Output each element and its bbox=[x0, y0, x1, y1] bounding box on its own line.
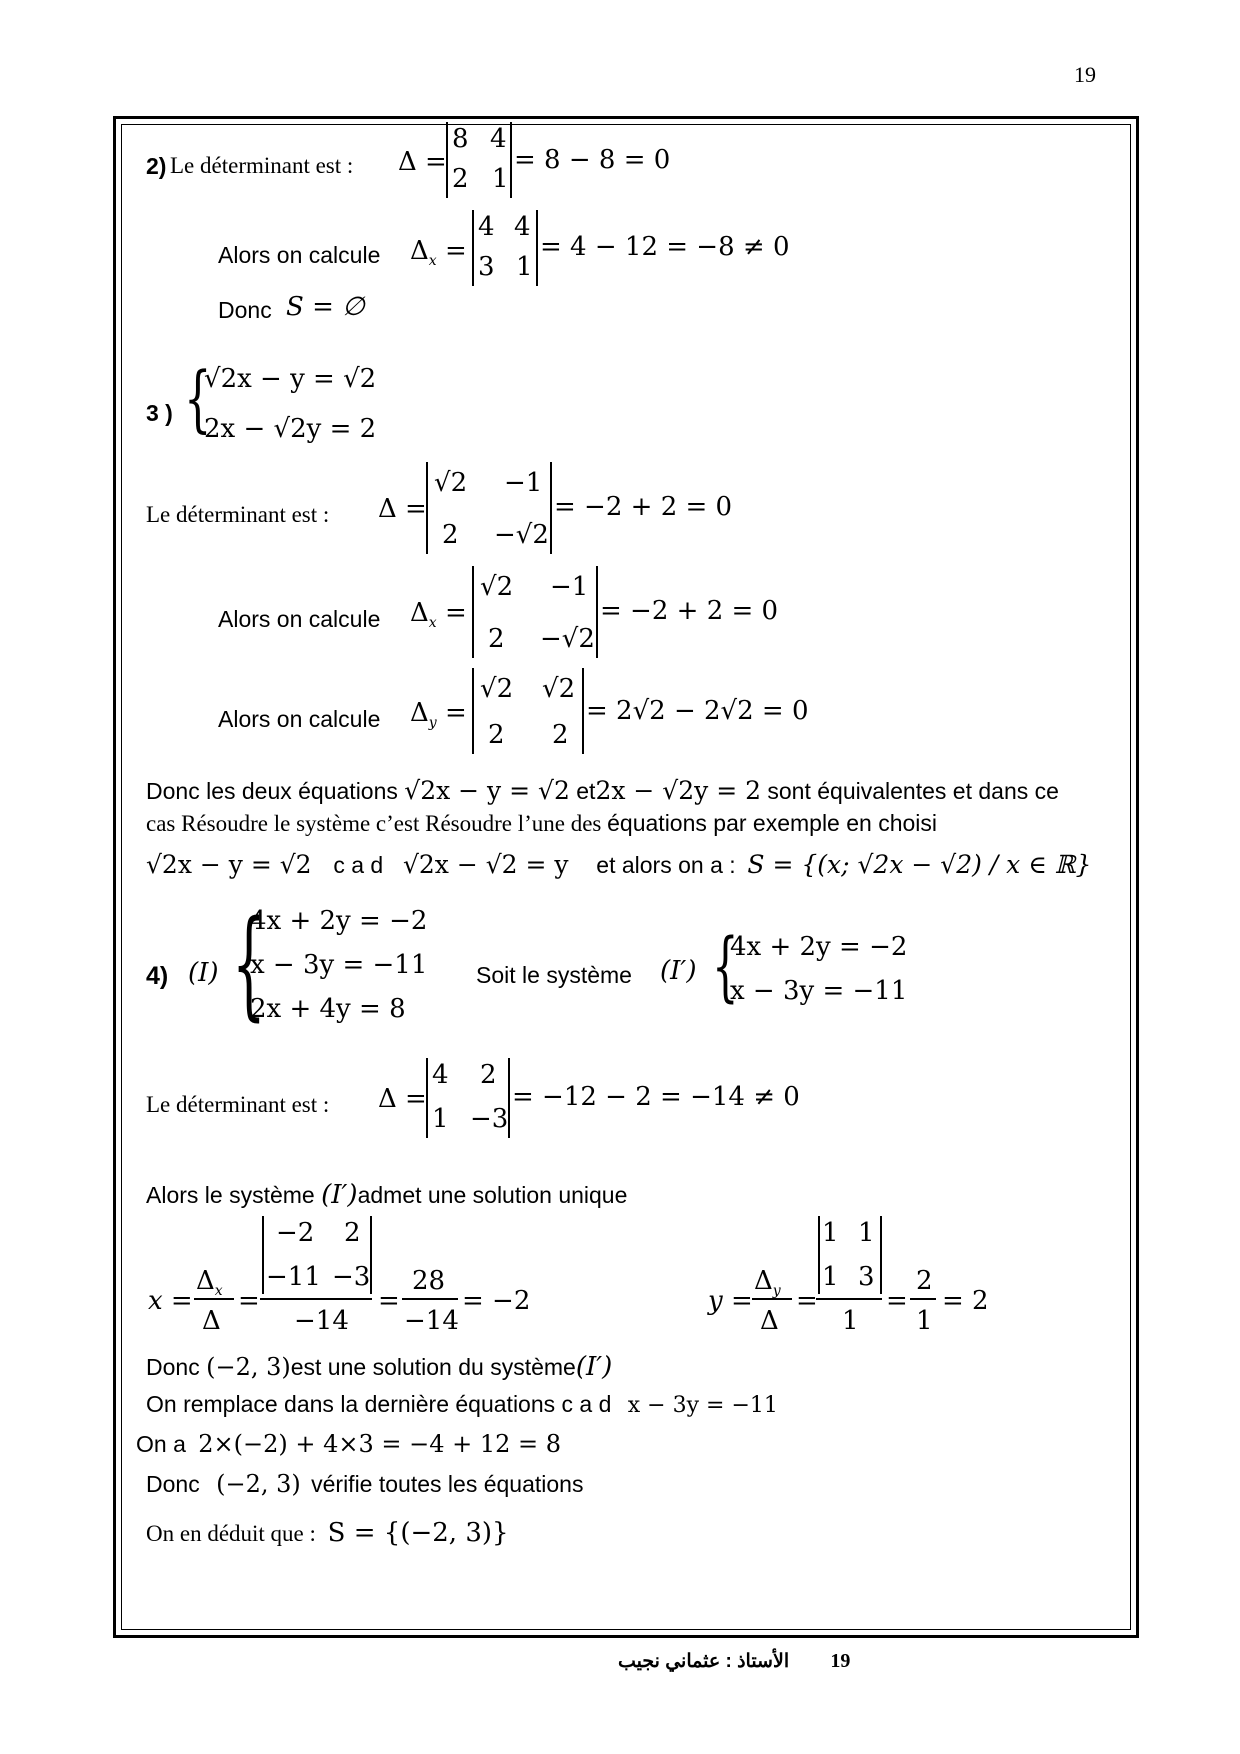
det-cell: 2 bbox=[488, 720, 505, 750]
check-line bbox=[136, 1430, 561, 1458]
solution-set: S = {(x; √2x − √2) / x ∈ ℝ} bbox=[747, 850, 1092, 879]
point: (−2, 3) bbox=[216, 1470, 301, 1498]
y-result: = 2 bbox=[942, 1286, 989, 1316]
text: vérifie toutes les équations bbox=[311, 1471, 584, 1497]
delta-y: $\Delta_y$ = bbox=[410, 698, 467, 732]
system-eq-2: 2x − √2y = 2 bbox=[204, 414, 377, 444]
calc-label-y: Alors on calcule bbox=[218, 706, 381, 732]
det-cell: −√2 bbox=[540, 624, 595, 654]
system2-eq-2: x − 3y = −11 bbox=[730, 976, 908, 1006]
detx-result: = 4 − 12 = −8 ≠ 0 bbox=[540, 232, 790, 262]
explanation-line bbox=[146, 810, 937, 837]
page-number: 19 bbox=[1074, 62, 1096, 87]
calc-label-x: Alors on calcule bbox=[218, 606, 381, 632]
text: On remplace dans la dernière équations c a d bbox=[146, 1391, 612, 1417]
text: Donc bbox=[146, 1354, 200, 1380]
det-cell: 1 bbox=[432, 1104, 449, 1134]
equals: = bbox=[378, 1286, 400, 1316]
det-result: = 8 − 8 = 0 bbox=[514, 145, 671, 175]
equals: = bbox=[886, 1286, 908, 1316]
text: cas Résoudre le système c’est Résoudre l’une des bbox=[146, 811, 602, 836]
delta-x-sub: x bbox=[214, 1283, 223, 1300]
delta-x-sub: x bbox=[428, 615, 437, 632]
det-cell: −2 bbox=[276, 1218, 315, 1248]
det-cell: 3 bbox=[478, 252, 495, 282]
calc-label: Alors on calcule bbox=[218, 242, 381, 268]
point: (−2, 3) bbox=[206, 1353, 291, 1381]
det-cell: 4 bbox=[514, 212, 531, 242]
det-cell: 2 bbox=[480, 1060, 497, 1090]
section-3-label: 3 ) bbox=[146, 400, 173, 426]
text: équations par exemple en choisi bbox=[607, 810, 938, 836]
det-cell: 2 bbox=[452, 164, 469, 194]
system-brace: { bbox=[184, 356, 212, 440]
system2-eq-1: 4x + 2y = −2 bbox=[730, 932, 908, 962]
det-result: = −12 − 2 = −14 ≠ 0 bbox=[512, 1082, 800, 1112]
det-label: Le déterminant est : bbox=[146, 502, 330, 527]
fraction-line bbox=[752, 1298, 792, 1300]
det-label: Le déterminant est : bbox=[146, 1092, 330, 1117]
det-cell: 4 bbox=[432, 1060, 449, 1090]
solution-line bbox=[146, 850, 1091, 879]
det-cell: 4 bbox=[478, 212, 495, 242]
x-result: = −2 bbox=[462, 1286, 531, 1316]
fraction-line bbox=[402, 1298, 458, 1300]
det-cell: 3 bbox=[858, 1262, 875, 1292]
solution: S = ∅ bbox=[286, 292, 365, 322]
text: sont équivalentes et dans ce bbox=[767, 778, 1059, 804]
soit-label: Soit le système bbox=[476, 962, 632, 988]
footer bbox=[618, 1650, 850, 1673]
solution-line bbox=[146, 1352, 612, 1382]
det-cell: √2 bbox=[434, 468, 468, 498]
delta-x bbox=[410, 236, 467, 269]
det-cell: 1 bbox=[516, 252, 533, 282]
conclusion-line bbox=[146, 1518, 509, 1548]
system2-brace: { bbox=[712, 921, 739, 1010]
text: Alors le système bbox=[146, 1182, 315, 1208]
det-cell: 4 bbox=[490, 124, 507, 154]
equation: 2x − √2y = 2 bbox=[595, 776, 761, 805]
x-den: Δ bbox=[202, 1306, 221, 1336]
footer-page: 19 bbox=[830, 1650, 851, 1672]
delta-y-symbol: Δ bbox=[410, 698, 429, 728]
system-name: (I) bbox=[188, 958, 219, 988]
x-lhs: x = bbox=[148, 1286, 193, 1316]
equivalence-line bbox=[146, 776, 1059, 805]
det-cell: −√2 bbox=[494, 520, 549, 550]
y-frac-num: 2 bbox=[916, 1266, 933, 1296]
det-cell: √2 bbox=[480, 572, 514, 602]
x-num bbox=[196, 1266, 223, 1299]
delta-y-sub: y bbox=[772, 1283, 781, 1300]
equals: = bbox=[238, 1286, 260, 1316]
delta-eq: Δ = bbox=[378, 494, 427, 524]
det-cell: 1 bbox=[858, 1218, 875, 1248]
equation: √2x − y = √2 bbox=[146, 850, 312, 879]
fraction-line bbox=[194, 1298, 234, 1300]
x-frac-num: 28 bbox=[412, 1266, 446, 1296]
equation: x − 3y = −11 bbox=[627, 1393, 778, 1418]
section-4-label: 4) bbox=[146, 962, 169, 990]
det-cell: √2 bbox=[480, 674, 514, 704]
det-cell: 2 bbox=[488, 624, 505, 654]
y-det-den: 1 bbox=[842, 1306, 859, 1336]
delta-x-eq: = bbox=[444, 236, 467, 266]
det-cell: 2 bbox=[344, 1218, 361, 1248]
det-result: = −2 + 2 = 0 bbox=[554, 492, 733, 522]
verify-line bbox=[146, 1470, 583, 1498]
y-num bbox=[754, 1266, 781, 1299]
det-cell: √2 bbox=[542, 674, 576, 704]
equation: √2x − √2 = y bbox=[402, 850, 569, 879]
text: On a bbox=[136, 1431, 186, 1457]
text: Donc bbox=[146, 1471, 200, 1497]
det-cell: −11 bbox=[266, 1262, 321, 1292]
y-den: Δ bbox=[760, 1306, 779, 1336]
delta-x-symbol: Δ bbox=[410, 598, 429, 628]
text: est une solution du système bbox=[290, 1354, 576, 1380]
x-det-den: −14 bbox=[294, 1306, 349, 1336]
delta-y-sub: y bbox=[428, 715, 437, 732]
solution-set: S = {(−2, 3)} bbox=[327, 1518, 509, 1548]
det-cell: 2 bbox=[552, 720, 569, 750]
detx-result: = −2 + 2 = 0 bbox=[600, 596, 779, 626]
det-label: Le déterminant est : bbox=[170, 153, 354, 178]
det-cell: −1 bbox=[504, 468, 543, 498]
det-cell: −1 bbox=[550, 572, 589, 602]
delta-x-symbol: Δ bbox=[410, 236, 429, 266]
x-frac-den: −14 bbox=[404, 1306, 459, 1336]
system-eq-1: 4x + 2y = −2 bbox=[250, 906, 428, 936]
fraction-line bbox=[816, 1298, 882, 1300]
system-ref: (I′) bbox=[575, 1352, 613, 1382]
system2-name: (I′) bbox=[660, 956, 697, 986]
text: Donc les deux équations bbox=[146, 778, 398, 804]
det-cell: 2 bbox=[442, 520, 459, 550]
unique-solution-line bbox=[146, 1180, 627, 1210]
det-cell: 8 bbox=[452, 124, 469, 154]
text: c a d bbox=[333, 852, 384, 878]
system-eq-1: √2x − y = √2 bbox=[204, 364, 377, 394]
delta-x-sub: x bbox=[428, 253, 437, 270]
equation: √2x − y = √2 bbox=[404, 776, 570, 805]
det-cell: −3 bbox=[332, 1262, 371, 1292]
replace-line bbox=[146, 1391, 778, 1418]
det-cell: 1 bbox=[492, 164, 509, 194]
text: et bbox=[576, 778, 596, 804]
delta-x: $\Delta_x$ = bbox=[410, 598, 467, 632]
fraction-line bbox=[910, 1298, 936, 1300]
delta-x-symbol: Δ bbox=[196, 1266, 215, 1296]
equation: 2×(−2) + 4×3 = −4 + 12 = 8 bbox=[198, 1430, 562, 1458]
text: admet une solution unique bbox=[357, 1182, 628, 1208]
fraction-line bbox=[260, 1298, 372, 1300]
y-lhs: y = bbox=[708, 1286, 753, 1316]
system-ref: (I′) bbox=[321, 1180, 358, 1210]
det-cell: −3 bbox=[470, 1104, 509, 1134]
section-2-label: 2) bbox=[146, 153, 167, 179]
delta-y-symbol: Δ bbox=[754, 1266, 773, 1296]
footer-author: الأستاذ : عثماني نجيب bbox=[618, 1651, 790, 1672]
dety-result: = 2√2 − 2√2 = 0 bbox=[586, 696, 809, 726]
donc-label: Donc bbox=[218, 297, 272, 323]
det-cell: 1 bbox=[822, 1218, 839, 1248]
y-frac-den: 1 bbox=[916, 1306, 933, 1336]
delta-eq: Δ = bbox=[378, 1084, 427, 1114]
system-eq-2: x − 3y = −11 bbox=[250, 950, 428, 980]
text: et alors on a : bbox=[596, 852, 736, 878]
delta-eq: Δ = bbox=[398, 147, 447, 177]
text: On en déduit que : bbox=[146, 1521, 316, 1546]
system-brace: { bbox=[232, 894, 266, 1032]
equals: = bbox=[796, 1286, 818, 1316]
system-eq-3: 2x + 4y = 8 bbox=[250, 994, 406, 1024]
det-cell: 1 bbox=[822, 1262, 839, 1292]
